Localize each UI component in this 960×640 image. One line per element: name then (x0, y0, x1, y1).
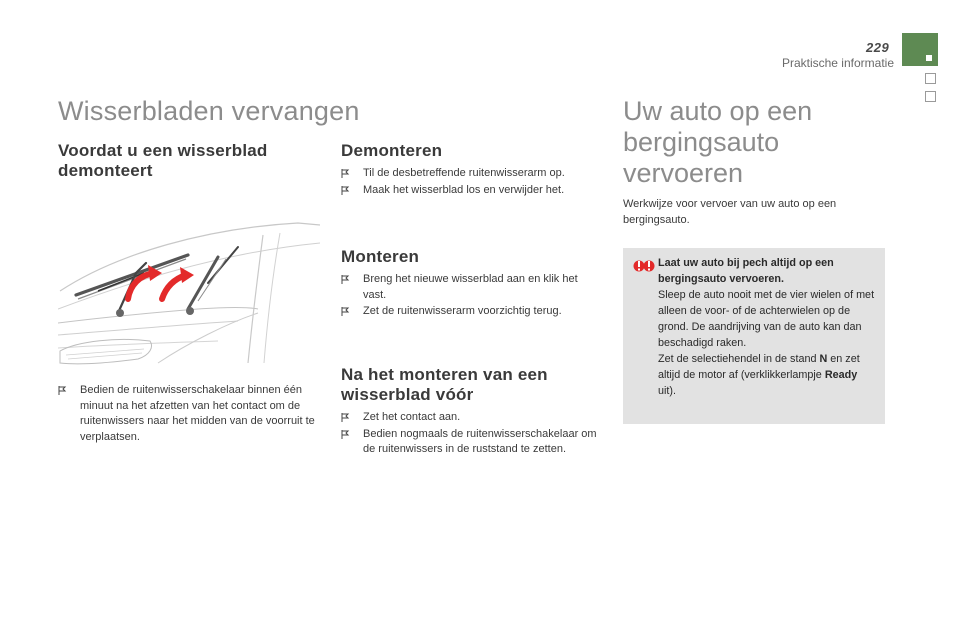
subtitle-before-removal: Voordat u een wisserblad demonteert (58, 141, 268, 180)
list-item: Bedien nogmaals de ruitenwisserschakelaar om de ruitenwissers in de ruststand te zetten. (341, 427, 603, 458)
chapter-tab-active[interactable] (902, 33, 938, 66)
list-item: Til de desbetreffende ruitenwisserarm op. (341, 166, 603, 182)
heading-na-monteren: Na het monteren van een wisserblad vóór (341, 365, 548, 404)
wiper-illustration (58, 213, 320, 368)
gear-position: N (819, 353, 828, 365)
right-title: Uw auto op een bergingsauto vervoeren (623, 96, 813, 188)
bullet-flag-icon (341, 275, 350, 284)
bullet-flag-icon (341, 430, 350, 439)
ready-indicator: Ready (824, 369, 858, 381)
bullet-flag-icon (58, 386, 67, 395)
bullet-flag-icon (341, 169, 350, 178)
intro-text: Werkwijze voor vervoer van uw auto op een bergingsauto. (623, 198, 837, 226)
bullet-flag-icon (341, 307, 350, 316)
warning-text: Laat uw auto bij pech altijd op een bergingsauto vervoeren. Sleep de auto nooit met de vier wielen of met alleen de voor- of de achterwielen op de grond. De aandrijving van de auto kan dan beschadigd raken. Zet de selectiehendel in de stand N en zet altijd de motor af (verklikkerlampje Ready uit). (658, 257, 875, 397)
bullet-list-monteren (341, 272, 603, 321)
bullet-list-demonteren (341, 166, 603, 199)
list-item: Breng het nieuwe wisserblad aan en klik het vast. (341, 272, 603, 303)
chapter-tab[interactable] (925, 73, 936, 84)
chapter-tab[interactable] (925, 91, 936, 102)
warning-icon (633, 256, 655, 276)
list-item: Bedien de ruitenwisserschakelaar binnen één minuut na het afzetten van het contact om de ruitenwissers naar het midden van de voorruit te verplaatsen. (58, 383, 320, 445)
list-item: Maak het wisserblad los en verwijder het. (341, 183, 603, 199)
heading-monteren: Monteren (341, 247, 420, 266)
heading-demonteren: Demonteren (341, 141, 443, 160)
bullet-list-before (58, 383, 320, 446)
warning-box (623, 248, 885, 424)
section-label: Praktische informatie (781, 56, 894, 70)
list-item: Zet de ruitenwisserarm voorzichtig terug. (341, 304, 603, 320)
warning-bold-intro: Laat uw auto bij pech altijd op een bergingsauto vervoeren. (658, 257, 834, 285)
warning-paragraph-1: Sleep de auto nooit met de vier wielen of met alleen de voor- of de achterwielen op de grond. De aandrijving van de auto kan dan beschadigd raken. (658, 289, 875, 349)
bullet-flag-icon (341, 413, 350, 422)
bullet-flag-icon (341, 186, 350, 195)
tab-marker-icon (926, 55, 932, 61)
main-title: Wisserbladen vervangen (58, 96, 360, 126)
bullet-list-na-monteren (341, 410, 603, 459)
list-item: Zet het contact aan. (341, 410, 603, 426)
page-number: 229 (866, 40, 890, 55)
